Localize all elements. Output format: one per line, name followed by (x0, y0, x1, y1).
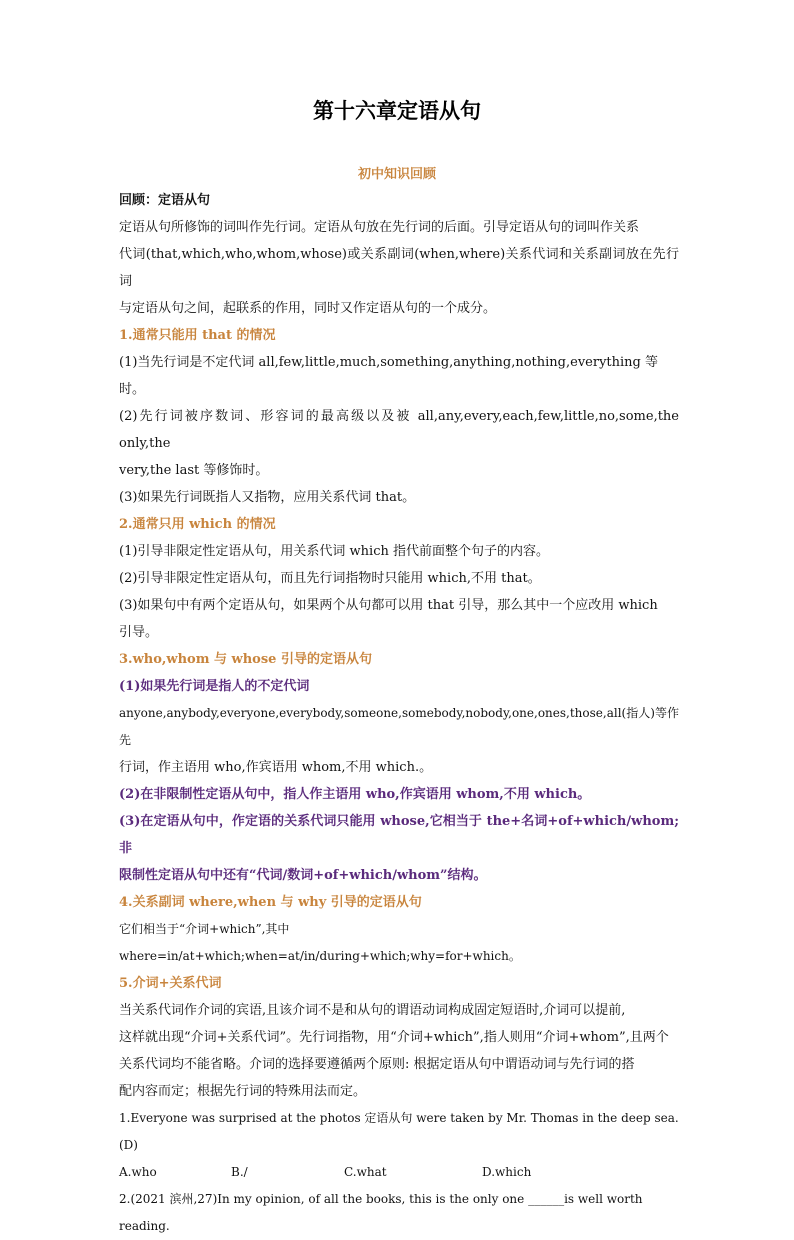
list-item: (2)先行词被序数词、形容词的最高级以及被 all,any,every,each,few,little,no,some,the only,the (119, 409, 679, 451)
section-heading-3: 3.who,whom 与 whose 引导的定语从句 (119, 652, 372, 667)
paragraph-line: 配内容而定；根据先行词的特殊用法而定。 (119, 1084, 367, 1099)
list-item: (3)如果先行词既指人又指物，应用关系代词 that。 (119, 490, 416, 505)
intro-line: 代词(that,which,who,whom,whose)或关系副词(when,where)关系代词和关系副词放在先行词 (119, 247, 679, 289)
question-2-stem: 2.(2021 滨州,27)In my opinion, of all the books, this is the only one ______is well worth reading. (119, 1192, 643, 1233)
section-heading-1: 1.通常只能用 that 的情况 (119, 328, 276, 343)
list-item: (2)引导非限定性定语从句，而且先行词指物时只能用 which,不用 that。 (119, 571, 541, 586)
list-item: (3)如果句中有两个定语从句，如果两个从句都可以用 that 引导，那么其中一个应改用 which (119, 598, 658, 613)
review-heading: 回顾：定语从句 (119, 193, 211, 208)
list-item: (1)当先行词是不定代词 all,few,little,much,something,anything,nothing,everything 等时。 (119, 355, 658, 397)
intro-line: 定语从句所修饰的词叫作先行词。定语从句放在先行词的后面。引导定语从句的词叫作关系 (119, 220, 640, 235)
question-1-stem: 1.Everyone was surprised at the photos 定语从句 were taken by Mr. Thomas in the deep sea.(D) (119, 1111, 679, 1152)
paragraph-line: 当关系代词作介词的宾语,且该介词不是和从句的谓语动词构成固定短语时,介词可以提前, (119, 1003, 626, 1018)
option-d: D.which (482, 1165, 532, 1179)
list-item: (1)引导非限定性定语从句，用关系代词 which 指代前面整个句子的内容。 (119, 544, 549, 559)
paragraph-line: 它们相当于“介词+which”,其中 where=in/at+which;when=at/in/during+which;why=for+which。 (119, 922, 521, 963)
section-heading-5: 5.介词+关系代词 (119, 976, 222, 991)
question-1-options (119, 1159, 679, 1186)
list-item: 引导。 (119, 625, 159, 640)
sub-heading: (1)如果先行词是指人的不定代词 (119, 679, 310, 694)
paragraph-line: 关系代词均不能省略。介词的选择要遵循两个原则: 根据定语从句中谓语动词与先行词的搭 (119, 1057, 635, 1072)
list-item: very,the last 等修饰时。 (119, 463, 269, 478)
option-b: B./ (231, 1165, 248, 1179)
paragraph-line: 行词，作主语用 who,作宾语用 whom,不用 which.。 (119, 760, 433, 775)
sub-heading: 限制性定语从句中还有“代词/数词+of+which/whom”结构。 (119, 868, 487, 883)
option-a: A.who (119, 1165, 157, 1179)
section-heading-4: 4.关系副词 where,when 与 why 引导的定语从句 (119, 895, 422, 910)
document-body (119, 187, 679, 1240)
sub-heading: (3)在定语从句中，作定语的关系代词只能用 whose,它相当于 the+名词+of+which/whom;非 (119, 814, 679, 856)
chapter-title: 第十六章定语从句 (313, 98, 481, 123)
paragraph-line: 这样就出现“介词+关系代词”。先行词指物，用“介词+which”,指人则用“介词+whom”,且两个 (119, 1030, 669, 1045)
paragraph-line: anyone,anybody,everyone,everybody,someone,somebody,nobody,one,ones,those,all(指人)等作先 (119, 706, 679, 747)
sub-heading: (2)在非限制性定语从句中，指人作主语用 who,作宾语用 whom,不用 which。 (119, 787, 591, 802)
section-subtitle: 初中知识回顾 (357, 167, 436, 182)
intro-line: 与定语从句之间，起联系的作用，同时又作定语从句的一个成分。 (119, 301, 497, 316)
section-heading-2: 2.通常只用 which 的情况 (119, 517, 276, 532)
option-c: C.what (344, 1165, 387, 1179)
